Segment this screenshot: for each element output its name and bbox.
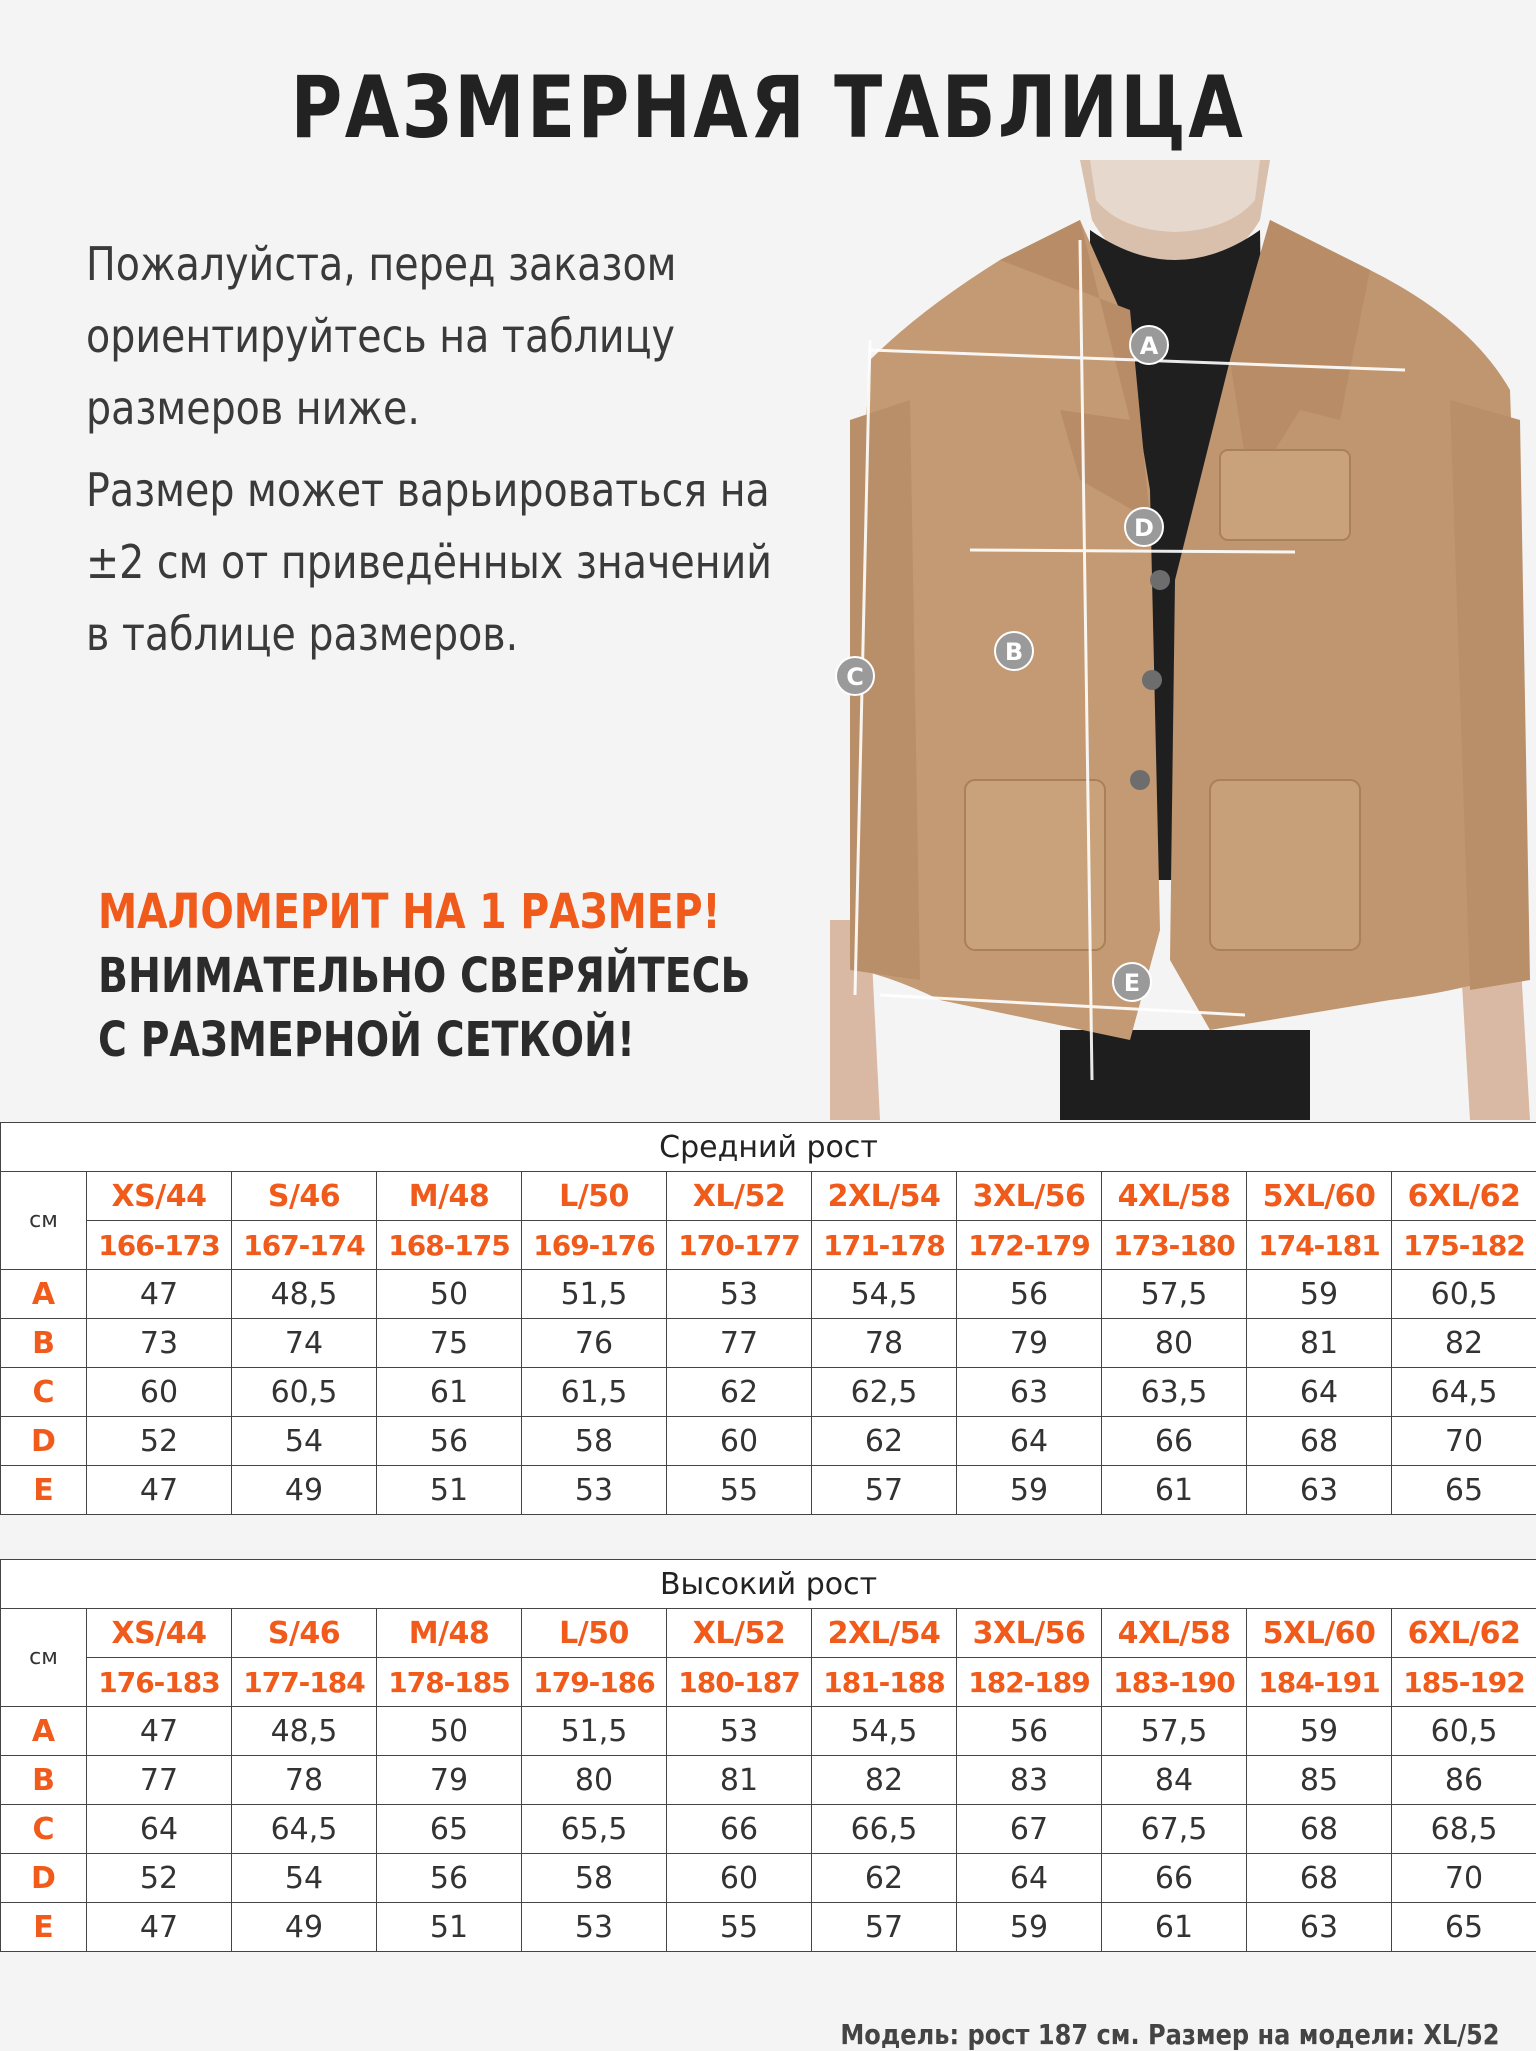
table-cell: 60 — [667, 1417, 812, 1466]
height-header-row — [1, 1658, 1536, 1707]
unit-label: см — [1, 1172, 87, 1270]
size-label: 4XL/58 — [1102, 1609, 1247, 1658]
height-range: 166-173 — [87, 1221, 232, 1270]
table-cell: 79 — [957, 1319, 1102, 1368]
size-header-row — [1, 1609, 1536, 1658]
table-cell: 63,5 — [1102, 1368, 1247, 1417]
marker-d-label: D — [1134, 514, 1154, 542]
table-cell: 47 — [87, 1270, 232, 1319]
size-header-row — [1, 1172, 1536, 1221]
jacket-illustration — [830, 160, 1536, 1120]
intro-paragraph-2: Размер может варьироваться на ±2 см от приведённых значений в таблице размеров. — [86, 454, 791, 670]
height-range: 171-178 — [812, 1221, 957, 1270]
height-range: 184-191 — [1247, 1658, 1392, 1707]
table-row — [1, 1466, 1536, 1515]
table-cell: 54,5 — [812, 1707, 957, 1756]
intro-paragraph-1: Пожалуйста, перед заказом ориентируйтесь на таблицу размеров ниже. — [86, 228, 791, 444]
table-cell: 75 — [377, 1319, 522, 1368]
size-label: 6XL/62 — [1392, 1609, 1536, 1658]
table-cell: 48,5 — [232, 1270, 377, 1319]
marker-c — [836, 657, 874, 695]
table-cell: 47 — [87, 1466, 232, 1515]
row-label: B — [1, 1756, 87, 1805]
table-cell: 77 — [667, 1319, 812, 1368]
table-cell: 56 — [377, 1417, 522, 1466]
table-row — [1, 1368, 1536, 1417]
model-info: Модель: рост 187 см. Размер на модели: XL/52 — [841, 2018, 1500, 2051]
size-label: S/46 — [232, 1172, 377, 1221]
table-cell: 73 — [87, 1319, 232, 1368]
table-cell: 48,5 — [232, 1707, 377, 1756]
table-cell: 58 — [522, 1854, 667, 1903]
table-row — [1, 1417, 1536, 1466]
table-cell: 54 — [232, 1417, 377, 1466]
table-cell: 82 — [812, 1756, 957, 1805]
page-title: РАЗМЕРНАЯ ТАБЛИЦА — [138, 58, 1398, 158]
table-cell: 65 — [1392, 1466, 1536, 1515]
table-cell: 62,5 — [812, 1368, 957, 1417]
table-row — [1, 1319, 1536, 1368]
table-cell: 50 — [377, 1270, 522, 1319]
table-cell: 60,5 — [1392, 1270, 1536, 1319]
table-cell: 62 — [667, 1368, 812, 1417]
row-label: C — [1, 1805, 87, 1854]
table-cell: 65 — [1392, 1903, 1536, 1952]
table-cell: 78 — [812, 1319, 957, 1368]
table-cell: 81 — [1247, 1319, 1392, 1368]
table-cell: 54 — [232, 1854, 377, 1903]
table-cell: 80 — [522, 1756, 667, 1805]
table-cell: 84 — [1102, 1756, 1247, 1805]
marker-b-label: B — [1005, 638, 1023, 666]
size-label: 3XL/56 — [957, 1609, 1102, 1658]
table-cell: 57 — [812, 1903, 957, 1952]
row-label: D — [1, 1854, 87, 1903]
table-row — [1, 1707, 1536, 1756]
row-label: B — [1, 1319, 87, 1368]
size-label: 4XL/58 — [1102, 1172, 1247, 1221]
table-cell: 67,5 — [1102, 1805, 1247, 1854]
height-range: 170-177 — [667, 1221, 812, 1270]
table-cell: 66 — [667, 1805, 812, 1854]
table-cell: 63 — [1247, 1466, 1392, 1515]
table-cell: 61 — [377, 1368, 522, 1417]
size-label: XL/52 — [667, 1172, 812, 1221]
table-cell: 80 — [1102, 1319, 1247, 1368]
table-cell: 78 — [232, 1756, 377, 1805]
measurement-rows — [1, 1707, 1536, 1952]
table-cell: 53 — [667, 1270, 812, 1319]
table-cell: 58 — [522, 1417, 667, 1466]
row-label: C — [1, 1368, 87, 1417]
table-cell: 49 — [232, 1903, 377, 1952]
table-cell: 85 — [1247, 1756, 1392, 1805]
measurement-rows — [1, 1270, 1536, 1515]
table-cell: 68 — [1247, 1805, 1392, 1854]
size-label: 6XL/62 — [1392, 1172, 1536, 1221]
height-header-row — [1, 1221, 1536, 1270]
row-label: E — [1, 1903, 87, 1952]
table-cell: 70 — [1392, 1417, 1536, 1466]
table-cell: 64 — [957, 1854, 1102, 1903]
row-label: A — [1, 1270, 87, 1319]
table-cell: 60,5 — [1392, 1707, 1536, 1756]
marker-e-label: E — [1124, 969, 1140, 997]
size-label: S/46 — [232, 1609, 377, 1658]
size-warning — [98, 880, 836, 1072]
height-range: 172-179 — [957, 1221, 1102, 1270]
table-row — [1, 1756, 1536, 1805]
table-cell: 65,5 — [522, 1805, 667, 1854]
table-cell: 52 — [87, 1417, 232, 1466]
table-cell: 67 — [957, 1805, 1102, 1854]
size-label: 5XL/60 — [1247, 1609, 1392, 1658]
table-cell: 57,5 — [1102, 1270, 1247, 1319]
height-range: 173-180 — [1102, 1221, 1247, 1270]
table-cell: 60 — [667, 1854, 812, 1903]
table-cell: 47 — [87, 1903, 232, 1952]
table-cell: 61 — [1102, 1466, 1247, 1515]
size-label: L/50 — [522, 1172, 667, 1221]
size-label: M/48 — [377, 1172, 522, 1221]
table-cell: 54,5 — [812, 1270, 957, 1319]
table-cell: 53 — [522, 1903, 667, 1952]
size-label: XS/44 — [87, 1172, 232, 1221]
height-range: 176-183 — [87, 1658, 232, 1707]
table-cell: 60 — [87, 1368, 232, 1417]
size-label: 3XL/56 — [957, 1172, 1102, 1221]
table-cell: 79 — [377, 1756, 522, 1805]
table-cell: 68 — [1247, 1854, 1392, 1903]
table-cell: 53 — [522, 1466, 667, 1515]
table-cell: 62 — [812, 1854, 957, 1903]
table-cell: 51 — [377, 1903, 522, 1952]
size-label: L/50 — [522, 1609, 667, 1658]
height-range: 177-184 — [232, 1658, 377, 1707]
table-cell: 63 — [1247, 1903, 1392, 1952]
row-label: D — [1, 1417, 87, 1466]
table-cell: 55 — [667, 1903, 812, 1952]
size-table-medium — [0, 1122, 1536, 1515]
table-cell: 68,5 — [1392, 1805, 1536, 1854]
table-cell: 51,5 — [522, 1270, 667, 1319]
table-cell: 49 — [232, 1466, 377, 1515]
table-cell: 86 — [1392, 1756, 1536, 1805]
row-label: E — [1, 1466, 87, 1515]
marker-c-label: C — [846, 663, 864, 691]
table-cell: 64 — [87, 1805, 232, 1854]
table-cell: 68 — [1247, 1417, 1392, 1466]
table-cell: 59 — [957, 1466, 1102, 1515]
model-jacket-image — [830, 160, 1536, 1120]
table-row — [1, 1903, 1536, 1952]
table-row — [1, 1270, 1536, 1319]
table-cell: 64,5 — [232, 1805, 377, 1854]
table-cell: 53 — [667, 1707, 812, 1756]
table-cell: 55 — [667, 1466, 812, 1515]
table-cell: 64 — [957, 1417, 1102, 1466]
table-cell: 66,5 — [812, 1805, 957, 1854]
table-cell: 83 — [957, 1756, 1102, 1805]
intro-text — [86, 228, 791, 680]
table-cell: 62 — [812, 1417, 957, 1466]
size-table-tall — [0, 1559, 1536, 1952]
table-cell: 51,5 — [522, 1707, 667, 1756]
table-cell: 66 — [1102, 1854, 1247, 1903]
table-caption: Средний рост — [1, 1123, 1536, 1172]
size-label: 2XL/54 — [812, 1609, 957, 1658]
height-range: 178-185 — [377, 1658, 522, 1707]
table-cell: 70 — [1392, 1854, 1536, 1903]
warning-line-1: МАЛОМЕРИТ НА 1 РАЗМЕР! — [98, 880, 836, 944]
table-cell: 65 — [377, 1805, 522, 1854]
table-cell: 81 — [667, 1756, 812, 1805]
table-cell: 50 — [377, 1707, 522, 1756]
table-cell: 64 — [1247, 1368, 1392, 1417]
size-label: M/48 — [377, 1609, 522, 1658]
table-cell: 56 — [957, 1707, 1102, 1756]
height-range: 181-188 — [812, 1658, 957, 1707]
marker-d — [1125, 508, 1163, 546]
height-range: 169-176 — [522, 1221, 667, 1270]
table-cell: 66 — [1102, 1417, 1247, 1466]
size-label: 2XL/54 — [812, 1172, 957, 1221]
height-range: 175-182 — [1392, 1221, 1536, 1270]
height-range: 174-181 — [1247, 1221, 1392, 1270]
table-cell: 61,5 — [522, 1368, 667, 1417]
table-cell: 59 — [1247, 1707, 1392, 1756]
table-cell: 82 — [1392, 1319, 1536, 1368]
marker-b — [995, 632, 1033, 670]
height-range: 179-186 — [522, 1658, 667, 1707]
marker-a — [1130, 326, 1168, 364]
warning-line-3: С РАЗМЕРНОЙ СЕТКОЙ! — [98, 1008, 836, 1072]
table-cell: 59 — [957, 1903, 1102, 1952]
table-cell: 74 — [232, 1319, 377, 1368]
table-cell: 57 — [812, 1466, 957, 1515]
table-cell: 51 — [377, 1466, 522, 1515]
height-range: 180-187 — [667, 1658, 812, 1707]
table-cell: 60,5 — [232, 1368, 377, 1417]
table-cell: 56 — [957, 1270, 1102, 1319]
warning-line-2: ВНИМАТЕЛЬНО СВЕРЯЙТЕСЬ — [98, 944, 836, 1008]
table-caption: Высокий рост — [1, 1560, 1536, 1609]
row-label: A — [1, 1707, 87, 1756]
table-cell: 76 — [522, 1319, 667, 1368]
table-cell: 64,5 — [1392, 1368, 1536, 1417]
height-range: 182-189 — [957, 1658, 1102, 1707]
unit-label: см — [1, 1609, 87, 1707]
table-cell: 77 — [87, 1756, 232, 1805]
table-cell: 47 — [87, 1707, 232, 1756]
height-range: 183-190 — [1102, 1658, 1247, 1707]
marker-e — [1113, 963, 1151, 1001]
size-label: 5XL/60 — [1247, 1172, 1392, 1221]
height-range: 168-175 — [377, 1221, 522, 1270]
table-cell: 59 — [1247, 1270, 1392, 1319]
table-cell: 63 — [957, 1368, 1102, 1417]
table-cell: 61 — [1102, 1903, 1247, 1952]
table-row — [1, 1854, 1536, 1903]
marker-a-label: A — [1140, 332, 1159, 360]
height-range: 185-192 — [1392, 1658, 1536, 1707]
table-cell: 57,5 — [1102, 1707, 1247, 1756]
table-row — [1, 1805, 1536, 1854]
height-range: 167-174 — [232, 1221, 377, 1270]
table-cell: 52 — [87, 1854, 232, 1903]
table-cell: 56 — [377, 1854, 522, 1903]
size-label: XL/52 — [667, 1609, 812, 1658]
size-label: XS/44 — [87, 1609, 232, 1658]
